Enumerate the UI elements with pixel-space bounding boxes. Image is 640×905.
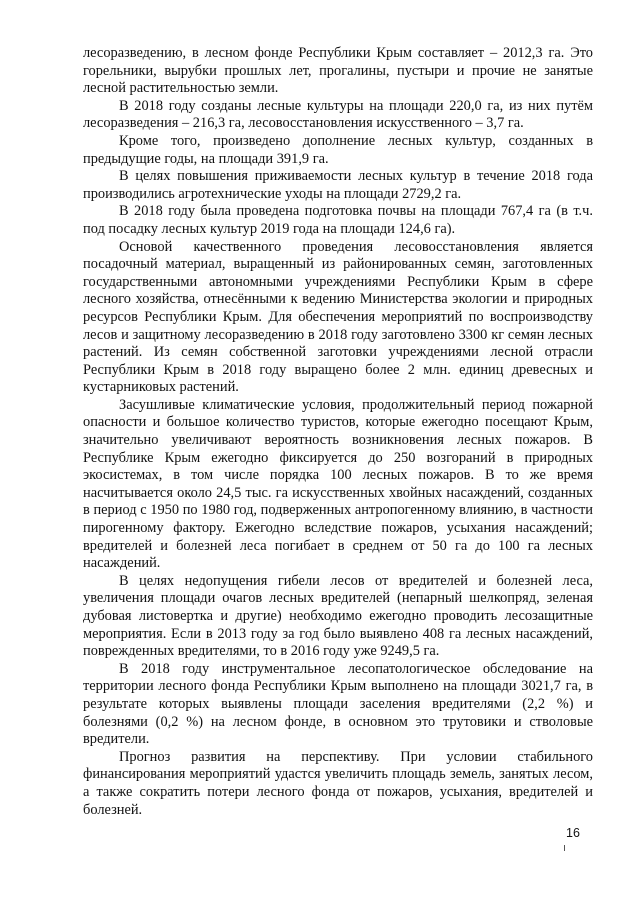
paragraph: Кроме того, произведено дополнение лесных культур, созданных в предыдущие годы, на площади 391,9 га. — [83, 132, 593, 167]
paragraph: Основой качественного проведения лесовосстановления является посадочный материал, выращенный из районированных семян, заготовленных государственными автономными учреждениями Республики Крым в сфере лесного хозяйства, отнесёнными к ведению Министерства экологии и природных ресурсов Республики Крым. Для обеспечения мероприятий по воспроизводству лесов и защитному лесоразведению в 2018 году заготовлено 3300 кг семян лесных растений. Из семян собственной заготовки учреждениями лесной отрасли Республики Крым в 2018 году выращено более 2 млн. единиц древесных и кустарниковых растений. — [83, 238, 593, 396]
page-number: 16 — [566, 826, 580, 840]
paragraph: Засушливые климатические условия, продолжительный период пожарной опасности и большое количество туристов, которые ежегодно посещают Крым, значительно увеличивают вероятность возникновения лесных пожаров. В Республике Крым ежегодно фиксируется до 250 возгораний в природных экосистемах, в том числе порядка 100 лесных пожаров. В то же время насчитывается около 24,5 тыс. га искусственных хвойных насаждений, созданных в период с 1950 по 1980 год, подверженных антропогенному влиянию, в частности пирогенному фактору. Ежегодно вследствие пожаров, усыхания насаждений; вредителей и болезней леса погибает в среднем от 50 га до 100 га лесных насаждений. — [83, 396, 593, 572]
paragraph: В целях недопущения гибели лесов от вредителей и болезней леса, увеличения площади очагов лесных вредителей (непарный шелкопряд, зеленая дубовая листовертка и другие) необходимо ежегодно проводить лесозащитные мероприятия. Если в 2013 году за год было выявлено 408 га лесных насаждений, поврежденных вредителями, то в 2016 году уже 9249,5 га. — [83, 572, 593, 660]
body-text — [83, 45, 593, 819]
scan-mark — [564, 845, 565, 851]
paragraph-continuation: лесоразведению, в лесном фонде Республики Крым составляет – 2012,3 га. Это горельники, вырубки прошлых лет, прогалины, пустыри и прочие не занятые лесной растительностью земли. — [83, 45, 593, 97]
paragraph: В целях повышения приживаемости лесных культур в течение 2018 года производились агротехнические уходы на площади 2729,2 га. — [83, 168, 593, 202]
paragraph: В 2018 году была проведена подготовка почвы на площади 767,4 га (в т.ч. под посадку лесных культур 2019 года на площади 124,6 га). — [83, 203, 593, 237]
paragraph: В 2018 году созданы лесные культуры на площади 220,0 га, из них путём лесоразведения – 216,3 га, лесовосстановления искусственного – 3,7 га. — [83, 97, 593, 132]
paragraph: В 2018 году инструментальное лесопатологическое обследование на территории лесного фонда Республики Крым выполнено на площади 3021,7 га, в результате которых выявлены площади заселения вредителями (2,2 %) и болезнями (0,2 %) на лесном фонде, в основном это трутовики и стволовые вредители. — [83, 660, 593, 748]
paragraph: Прогноз развития на перспективу. При условии стабильного финансирования мероприятий удастся увеличить площадь земель, занятых лесом, а также сократить потери лесного фонда от пожаров, усыхания, вредителей и болезней. — [83, 748, 593, 818]
